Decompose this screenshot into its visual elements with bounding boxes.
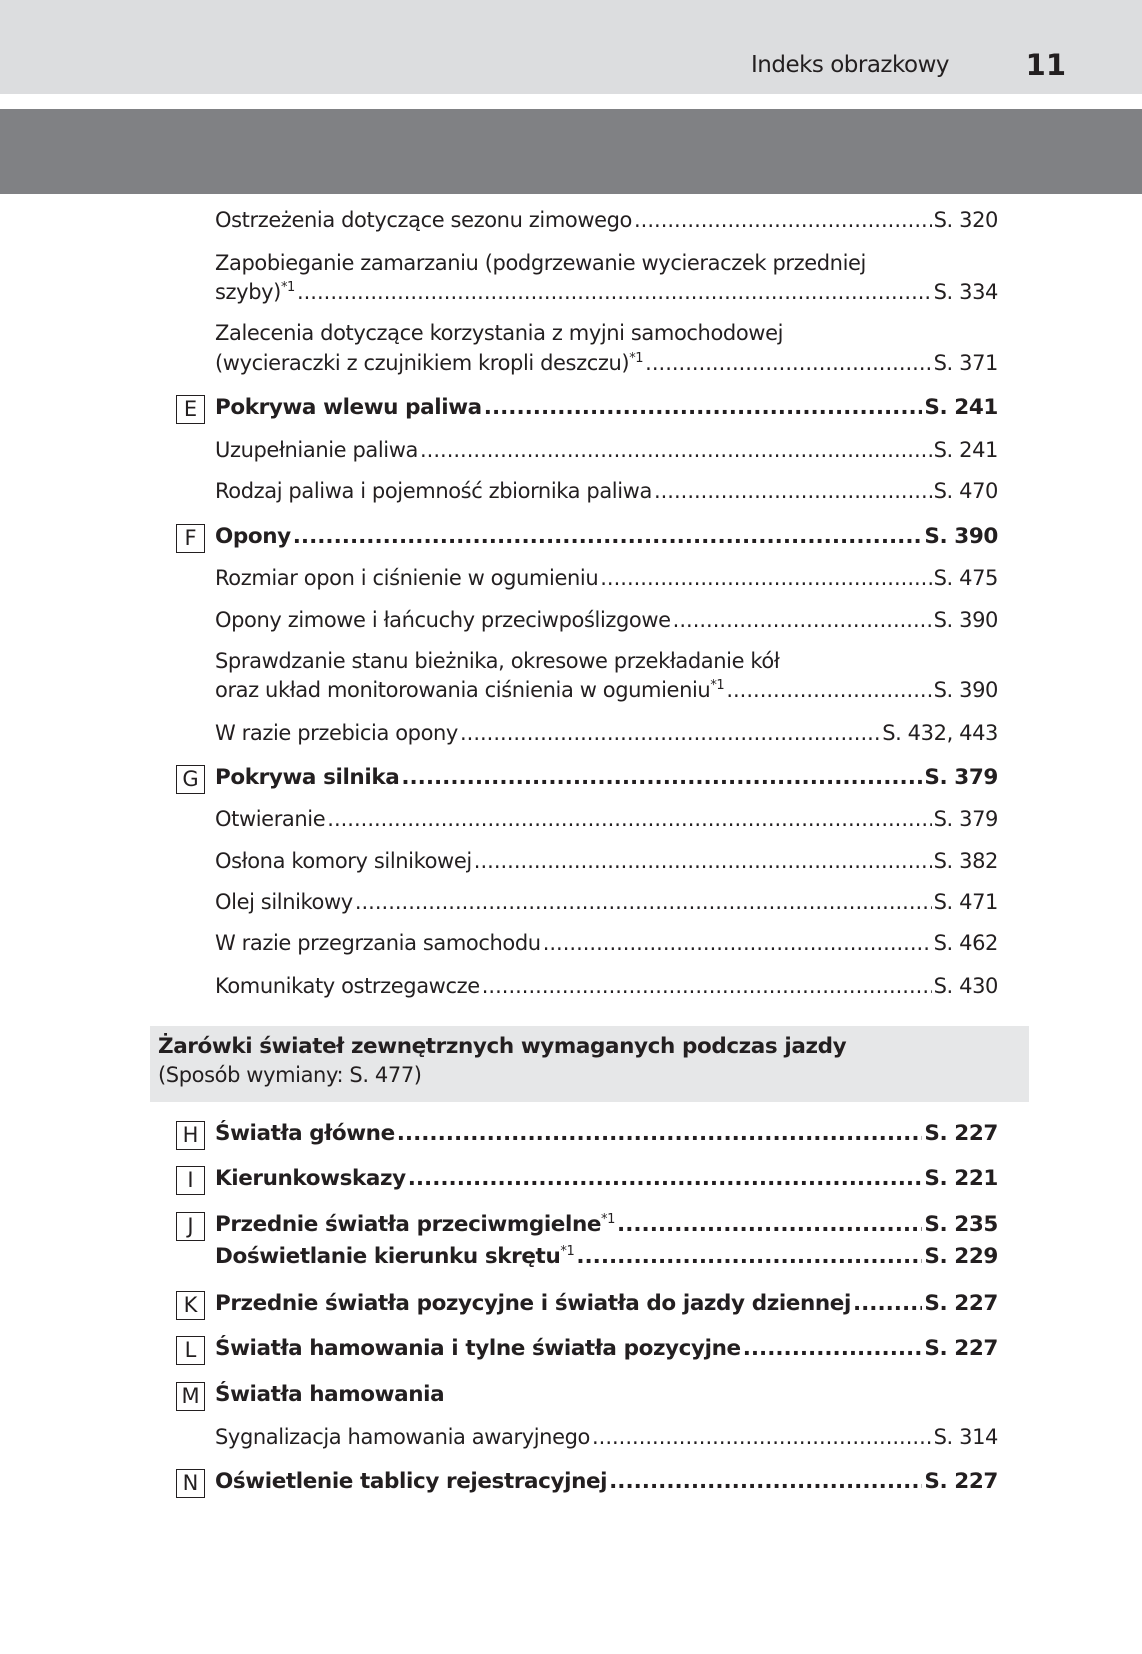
page-reference[interactable]: S. 334 [933,280,998,304]
index-entry[interactable] [215,1210,998,1240]
entry-label: Opony zimowe i łańcuchy przeciwpoślizgowe [215,608,671,632]
leader-dots [654,476,932,506]
footnote-marker: *1 [710,678,725,693]
leader-dots [743,1334,923,1364]
leader-dots [645,348,931,378]
leader-dots [592,1422,932,1452]
footnote-marker: *1 [280,280,295,295]
page-reference[interactable]: S. 432, 443 [882,721,998,745]
entry-label: Ostrzeżenia dotyczące sezonu zimowego [215,208,632,232]
leader-dots [408,1164,923,1194]
index-entry[interactable] [215,348,998,378]
page-reference[interactable]: S. 390 [933,678,998,702]
leader-dots [853,1289,922,1319]
leader-dots [460,718,880,748]
leader-dots [327,804,931,834]
page-reference[interactable]: S. 241 [924,395,998,420]
entry-label: Sygnalizacja hamowania awaryjnego [215,1425,590,1449]
index-entry[interactable] [215,393,998,423]
page-reference[interactable]: S. 379 [933,807,998,831]
callout-letter-box: F [176,524,205,553]
page-reference[interactable]: S. 475 [933,566,998,590]
page-reference[interactable]: S. 314 [933,1425,998,1449]
index-entry[interactable] [215,476,998,506]
page-reference[interactable]: S. 430 [933,974,998,998]
leader-dots [673,605,932,635]
leader-dots [401,763,922,793]
section-subtitle: (Sposób wymiany: S. 477) [158,1063,422,1087]
page-reference[interactable]: S. 390 [933,608,998,632]
leader-dots [634,205,932,235]
entry-label: (wycieraczki z czujnikiem kropli deszczu) [215,351,630,375]
index-entry[interactable] [215,971,998,1001]
page-reference[interactable]: S. 227 [924,1121,998,1146]
page-reference[interactable]: S. 229 [924,1244,998,1269]
entry-label: Zalecenia dotyczące korzystania z myjni samochodowej [215,321,784,345]
section-title: Żarówki świateł zewnętrznych wymaganych podczas jazdy [158,1034,847,1059]
index-entry[interactable] [215,675,998,705]
entry-label: Pokrywa silnika [215,765,400,790]
entry-label: szyby) [215,280,281,304]
callout-letter-box: L [176,1336,205,1365]
entry-label: Oświetlenie tablicy rejestracyjnej [215,1469,608,1494]
leader-dots [543,928,932,958]
entry-label: Pokrywa wlewu paliwa [215,395,482,420]
callout-letter-box: H [176,1121,205,1150]
page-reference[interactable]: S. 227 [924,1336,998,1361]
index-entry[interactable] [215,804,998,834]
page-number: 11 [1025,48,1066,82]
callout-letter-box: M [176,1382,205,1411]
index-entry[interactable] [215,563,998,593]
callout-letter-box: G [176,765,205,794]
index-entry[interactable] [215,522,998,552]
index-entry[interactable] [215,435,998,465]
entry-label: Przednie światła przeciwmgielne [215,1212,602,1237]
entry-label: Uzupełnianie paliwa [215,438,418,462]
leader-dots [355,887,932,917]
leader-dots [293,522,923,552]
page-reference[interactable]: S. 227 [924,1469,998,1494]
page-reference[interactable]: S. 379 [924,765,998,790]
index-entry[interactable] [215,1164,998,1194]
index-entry[interactable] [215,928,998,958]
callout-letter-box: E [176,395,205,424]
index-entry[interactable] [215,1119,998,1149]
leader-dots [297,277,932,307]
index-entry[interactable] [215,763,998,793]
page-reference[interactable]: S. 221 [924,1166,998,1191]
index-entry[interactable] [215,277,998,307]
leader-dots [397,1119,923,1149]
index-entry-line [215,248,998,278]
entry-label: W razie przebicia opony [215,721,458,745]
leader-dots [617,1210,922,1240]
entry-label: Opony [215,524,291,549]
page-reference[interactable]: S. 371 [933,351,998,375]
leader-dots [420,435,932,465]
page-reference[interactable]: S. 241 [933,438,998,462]
page-reference[interactable]: S. 320 [933,208,998,232]
index-entry[interactable] [215,1242,998,1272]
leader-dots [600,563,931,593]
entry-label: Światła hamowania [215,1382,445,1407]
entry-label: oraz układ monitorowania ciśnienia w ogumieniu [215,678,711,702]
entry-label: Rozmiar opon i ciśnienie w ogumieniu [215,566,599,590]
leader-dots [482,971,932,1001]
callout-letter-box: N [176,1469,205,1498]
section-heading [150,1026,1029,1102]
page-reference[interactable]: S. 227 [924,1291,998,1316]
callout-letter-box: J [176,1212,205,1241]
index-entry[interactable] [215,605,998,635]
page-reference[interactable]: S. 470 [933,479,998,503]
leader-dots [484,393,923,423]
entry-label: Kierunkowskazy [215,1166,406,1191]
entry-label: Zapobieganie zamarzaniu (podgrzewanie wycieraczek przedniej [215,251,866,275]
entry-label: W razie przegrzania samochodu [215,931,541,955]
page-reference[interactable]: S. 382 [933,849,998,873]
header-title: Indeks obrazkowy [750,52,949,78]
footnote-marker: *1 [629,351,644,366]
callout-letter-box: K [176,1291,205,1320]
index-entry[interactable] [215,1422,998,1452]
leader-dots [609,1467,922,1497]
page-reference[interactable]: S. 390 [924,524,998,549]
index-entry[interactable] [215,846,998,876]
footnote-marker: *1 [601,1212,616,1227]
callout-letter-box: I [176,1166,205,1195]
entry-label: Doświetlanie kierunku skrętu [215,1244,561,1269]
entry-label: Przednie światła pozycyjne i światła do jazdy dziennej [215,1291,851,1316]
entry-label: Olej silnikowy [215,890,353,914]
leader-dots [576,1242,922,1272]
entry-label: Światła hamowania i tylne światła pozycyjne [215,1336,741,1361]
page-reference[interactable]: S. 235 [924,1212,998,1237]
index-entry[interactable] [215,718,998,748]
entry-label: Światła główne [215,1121,395,1146]
entry-label: Rodzaj paliwa i pojemność zbiornika paliwa [215,479,652,503]
index-entry[interactable] [215,1289,998,1319]
entry-label: Otwieranie [215,807,326,831]
entry-label: Komunikaty ostrzegawcze [215,974,480,998]
entry-label: Osłona komory silnikowej [215,849,472,873]
footnote-marker: *1 [560,1244,575,1259]
header-band [0,109,1142,194]
leader-dots [726,675,931,705]
page-reference[interactable]: S. 462 [933,931,998,955]
entry-label: Sprawdzanie stanu bieżnika, okresowe przekładanie kół [215,649,780,673]
index-entry[interactable] [215,1334,998,1364]
leader-dots [474,846,932,876]
page-header [0,0,1142,94]
page-reference[interactable]: S. 471 [933,890,998,914]
index-entry[interactable] [215,887,998,917]
index-entry[interactable] [215,1467,998,1497]
index-entry[interactable] [215,205,998,235]
index-entry[interactable] [215,1380,998,1410]
